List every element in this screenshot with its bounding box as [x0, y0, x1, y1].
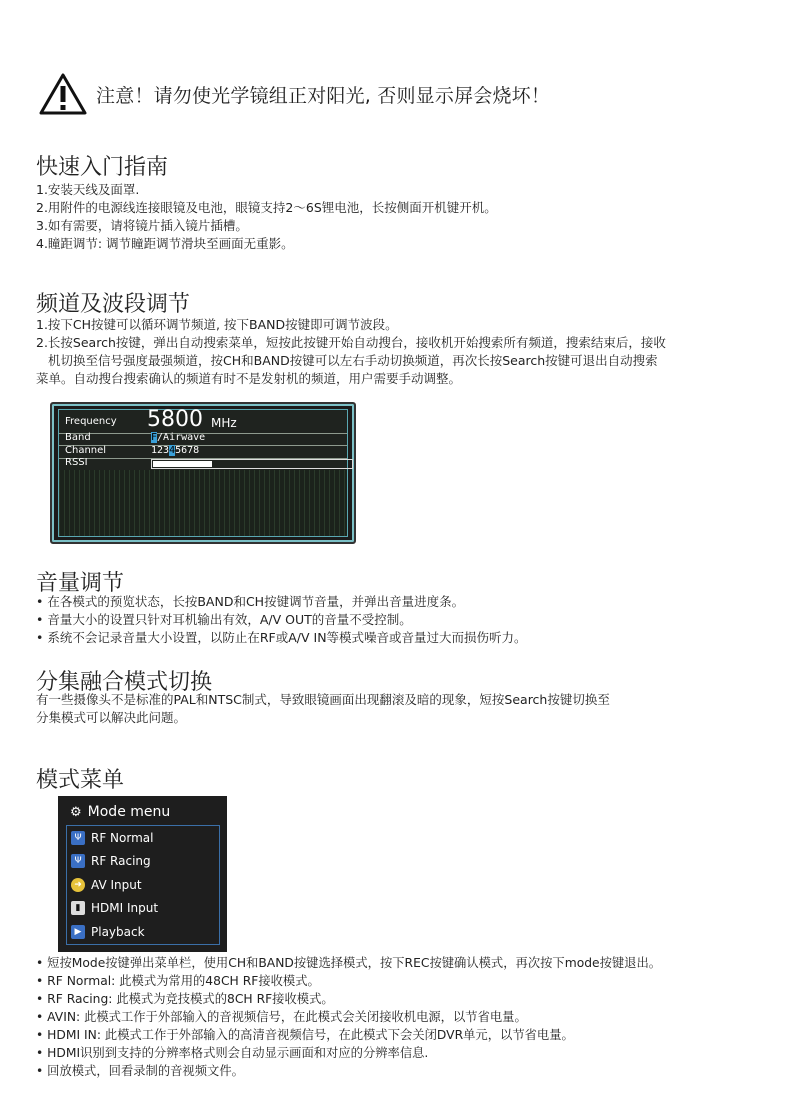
- list-item: 1.安装天线及面罩.: [36, 182, 140, 197]
- quick-start-title: 快速入门指南: [36, 155, 169, 180]
- list-item: • AVIN: 此模式工作于外部输入的音视频信号，在此模式会关闭接收机电源，以节省电量。: [36, 1010, 527, 1024]
- band-label: Band: [65, 432, 91, 443]
- frequency-row: [59, 407, 347, 434]
- list-item: 2.用附件的电源线连接眼镜及电池，眼镜支持2～6S锂电池，长按侧面开机键开机。: [36, 200, 497, 215]
- list-item: • 回放模式，回看录制的音视频文件。: [36, 1064, 244, 1078]
- menu-item-label: Playback: [91, 924, 145, 939]
- mode-menu-screenshot: [58, 796, 227, 952]
- list-item: 1.按下CH按键可以循环调节频道, 按下BAND按键即可调节波段。: [36, 317, 398, 332]
- list-item: • 在各模式的预览状态，长按BAND和CH按键调节音量，并弹出音量进度条。: [36, 594, 465, 609]
- channel-selected: 4: [169, 445, 176, 456]
- diversity-title: 分集融合模式切换: [36, 670, 213, 695]
- rssi-meter-fill: [153, 461, 212, 467]
- list-item: 机切换至信号强度最强频道，按CH和BAND按键可以左右手动切换频道，再次长按Search按键可退出自动搜索: [48, 353, 658, 368]
- mode-menu-title: 模式菜单: [36, 768, 125, 793]
- av-input-icon: ➜: [71, 878, 85, 892]
- mode-menu-notes: [36, 954, 661, 1080]
- warning-banner: [38, 70, 550, 118]
- menu-item-label: HDMI Input: [91, 901, 159, 916]
- frequency-value: 5800: [147, 407, 203, 432]
- rssi-label: RSSI: [65, 457, 88, 468]
- antenna-icon: Ψ: [71, 854, 85, 868]
- list-item: 2.长按Search按键，弹出自动搜索菜单，短按此按键开始自动搜台，接收机开始搜索所有频道，搜索结束后，接收: [36, 335, 666, 350]
- antenna-icon: Ψ: [71, 831, 85, 845]
- volume-list: [36, 593, 527, 647]
- gear-icon: ⚙: [70, 804, 82, 820]
- mode-menu-heading: Mode menu: [87, 804, 171, 820]
- menu-item-rf-normal: [67, 826, 219, 850]
- warning-text: 注意！请勿使光学镜组正对阳光, 否则显示屏会烧坏！: [96, 84, 551, 107]
- list-item: 菜单。自动搜台搜索确认的频道有时不是发射机的频道，用户需要手动调整。: [36, 371, 462, 386]
- hdmi-icon: ▮: [71, 901, 85, 915]
- channel-band-list: [36, 316, 666, 388]
- warning-icon: [38, 72, 88, 116]
- menu-item-label: RF Racing: [91, 854, 151, 869]
- paragraph-line: 分集模式可以解决此问题。: [36, 710, 187, 725]
- channel-digits-post: 5678: [175, 445, 200, 456]
- menu-item-label: AV Input: [91, 877, 142, 892]
- channel-digits-pre: 123: [151, 445, 170, 456]
- band-selected: F: [151, 432, 158, 443]
- menu-item-label: RF Normal: [91, 830, 154, 845]
- list-item: • 短按Mode按键弹出菜单栏，使用CH和BAND按键选择模式，按下REC按键确认模式，再次按下mode按键退出。: [36, 956, 662, 970]
- diversity-list: [36, 691, 610, 727]
- list-item: • 系统不会记录音量大小设置，以防止在RF或A/V IN等模式噪音或音量过大而损伤听力。: [36, 630, 527, 645]
- list-item: • HDMI IN: 此模式工作于外部输入的高清音视频信号，在此模式下会关闭DVR单元，以节省电量。: [36, 1028, 574, 1042]
- menu-item-hdmi-input: [67, 897, 219, 921]
- mode-menu-header: [70, 804, 170, 820]
- rssi-meter: [151, 459, 353, 469]
- frequency-unit: MHz: [211, 416, 237, 430]
- channel-band-title: 频道及波段调节: [36, 292, 191, 317]
- channel-label: Channel: [65, 445, 107, 456]
- band-rest: /Airwave: [157, 432, 206, 443]
- quick-start-list: [36, 181, 497, 253]
- mode-menu-list: [66, 825, 220, 945]
- paragraph-line: 有一些摄像头不是标准的PAL和NTSC制式，导致眼镜画面出现翻滚及暗的现象，短按Search按键切换至: [36, 692, 610, 707]
- list-item: 4.瞳距调节: 调节瞳距调节滑块至画面无重影。: [36, 236, 294, 251]
- frequency-label: Frequency: [65, 416, 117, 427]
- list-item: • 音量大小的设置只针对耳机输出有效，A/V OUT的音量不受控制。: [36, 612, 412, 627]
- list-item: • RF Racing: 此模式为竞技模式的8CH RF接收模式。: [36, 992, 334, 1006]
- spectrum-area: [59, 470, 347, 536]
- list-item: • HDMI识别到支持的分辨率格式则会自动显示画面和对应的分辨率信息.: [36, 1046, 429, 1060]
- list-item: 3.如有需要，请将镜片插入镜片插槽。: [36, 218, 248, 233]
- menu-item-rf-racing: [67, 850, 219, 874]
- volume-title: 音量调节: [36, 571, 125, 596]
- menu-item-av-input: [67, 873, 219, 897]
- play-icon: ▶: [71, 925, 85, 939]
- list-item: • RF Normal: 此模式为常用的48CH RF接收模式。: [36, 974, 320, 988]
- menu-item-playback: [67, 920, 219, 944]
- osd-screenshot: [50, 402, 356, 544]
